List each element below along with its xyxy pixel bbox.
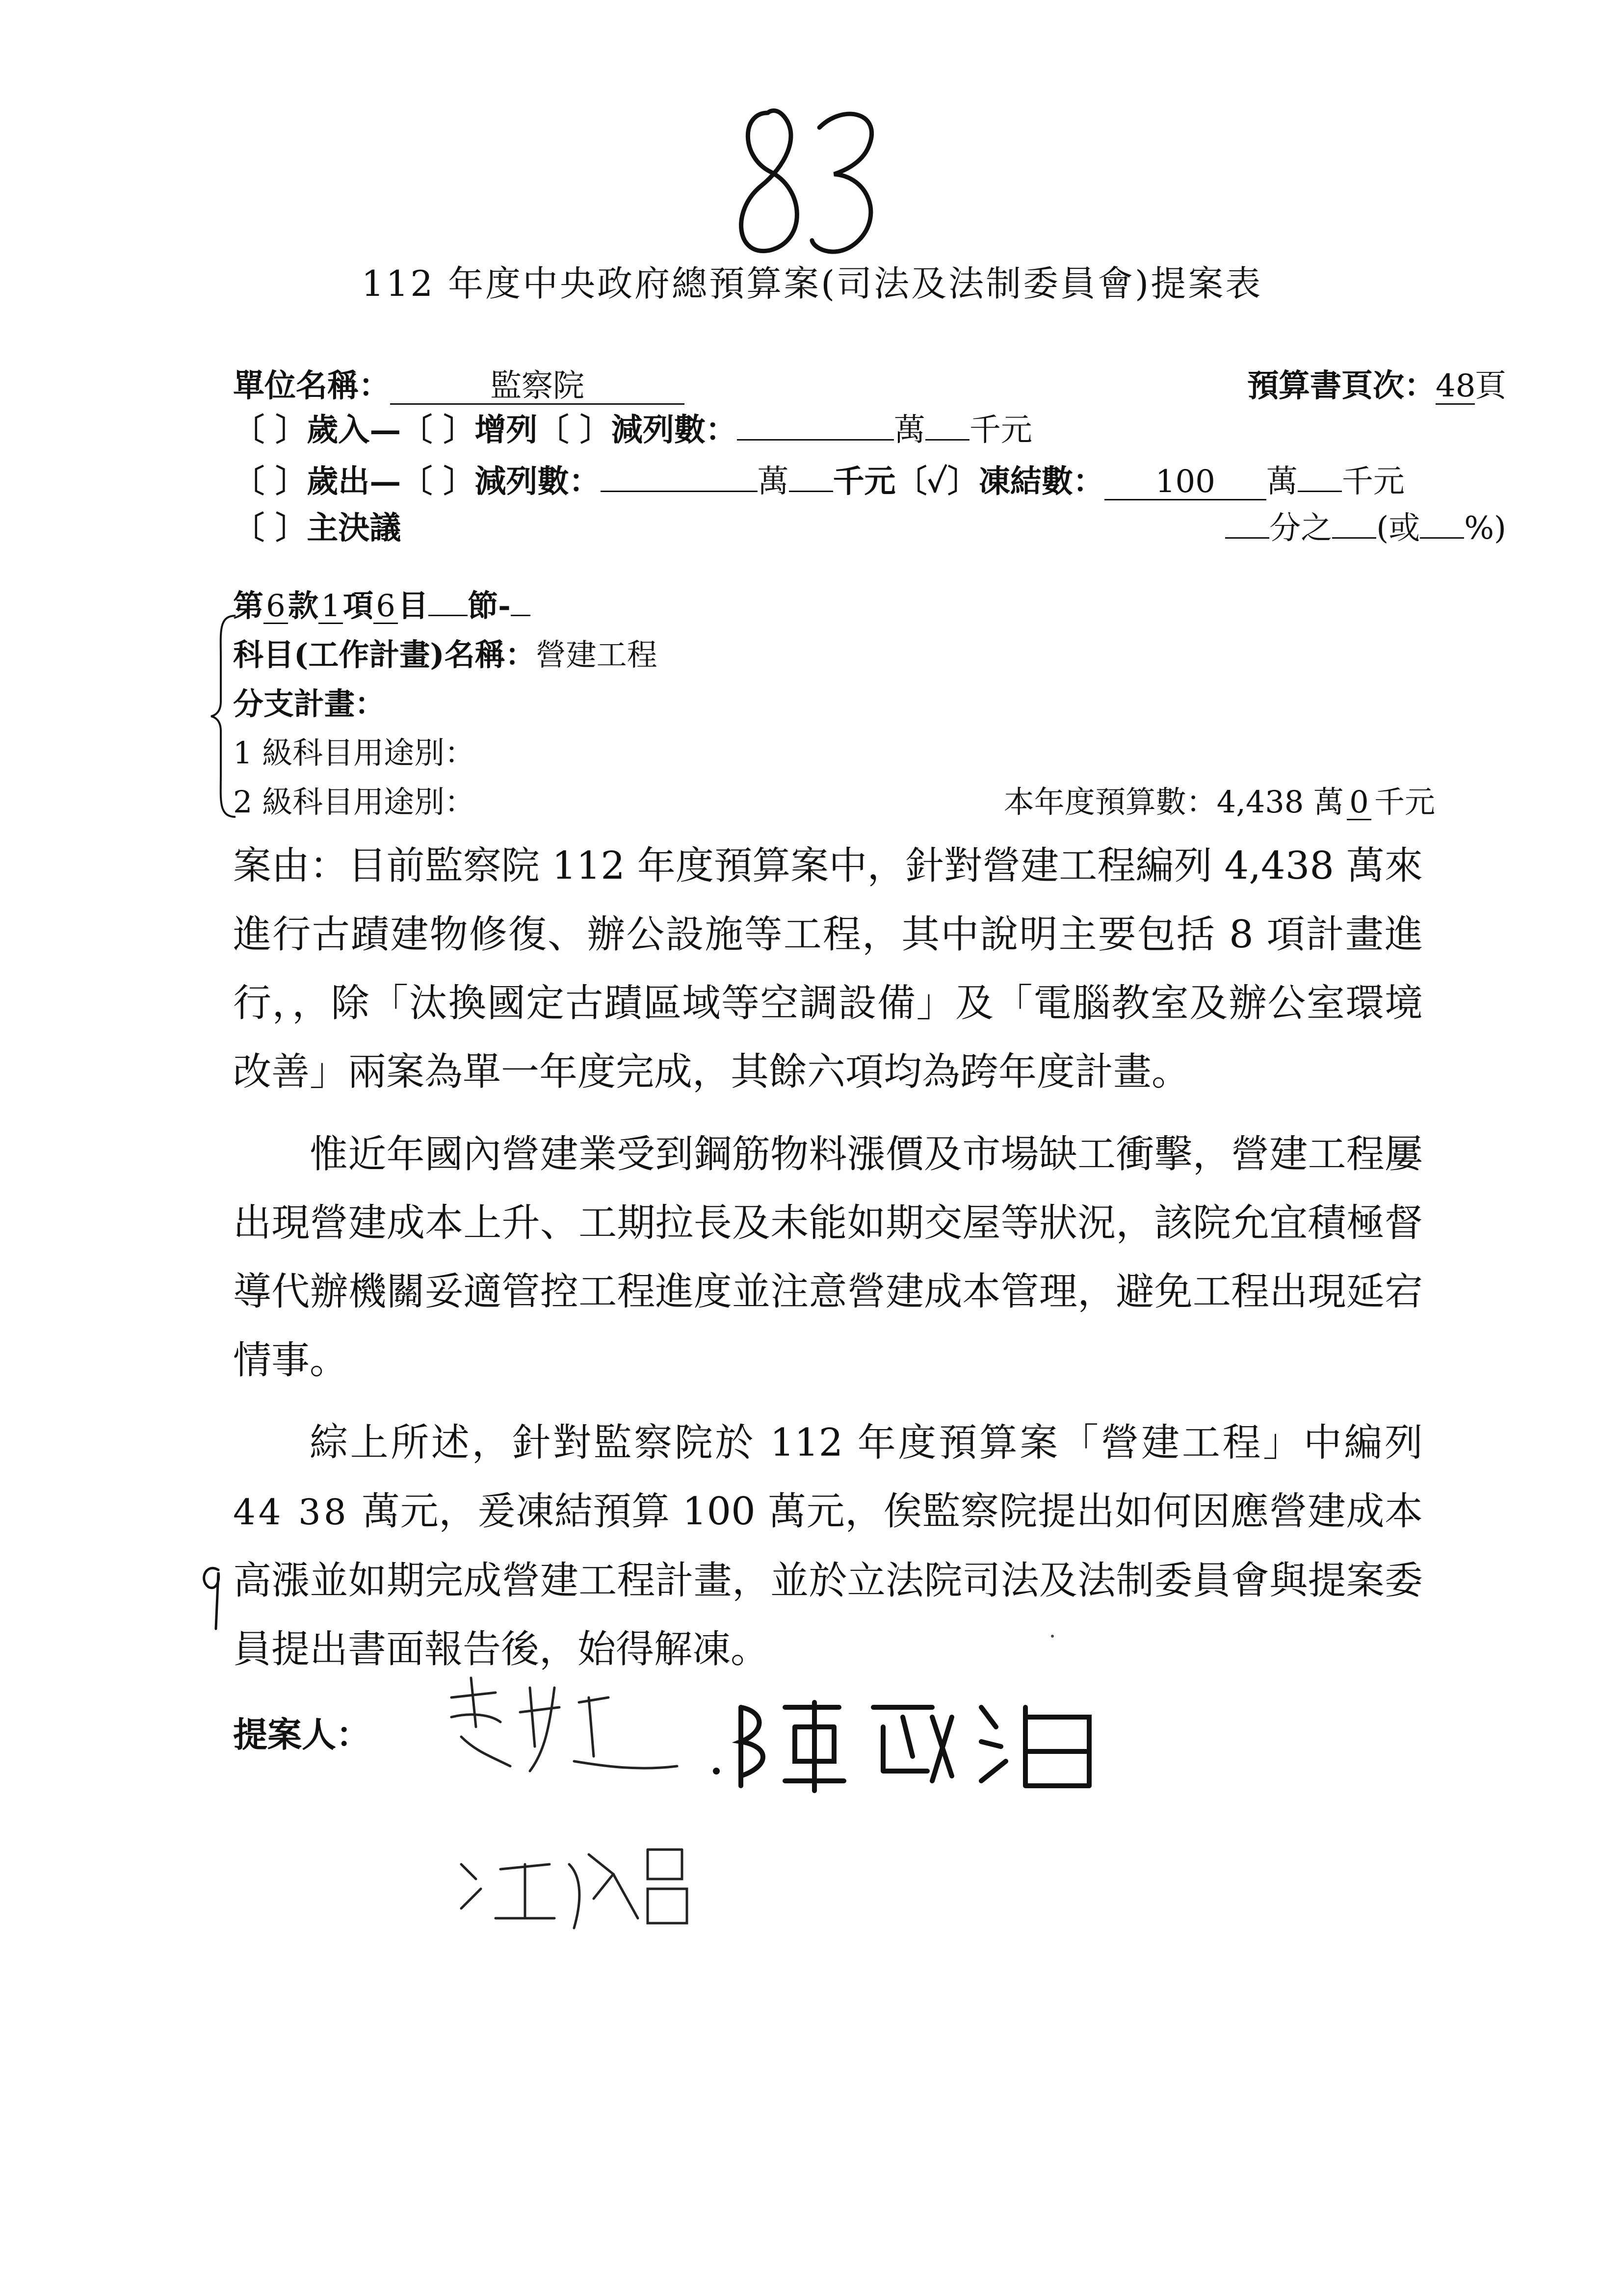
jie-value-blank xyxy=(511,615,530,616)
signature-1 xyxy=(432,1668,687,1781)
code-row xyxy=(233,581,530,625)
expense-prefix: 〔 〕歲出—〔 〕減列數： xyxy=(233,463,601,500)
page-label: 預算書頁次： xyxy=(1247,367,1436,404)
kuan-value: 6 xyxy=(263,589,288,624)
freeze-wan: 萬 xyxy=(1266,464,1298,500)
expense-wan-blank xyxy=(601,491,758,492)
paragraph-construction-issues: 惟近年國內營建業受到鋼筋物料漲價及市場缺工衝擊，營建工程屢出現營建成本上升、工期拉長及未能如期交屋等狀況，該院允宜積極督導代辦機關妥適管控工程進度並注意營建成本管理，避免工程出現延宕情事。 xyxy=(233,1132,1423,1383)
level1-label: 1 級科目用途別： xyxy=(233,735,475,771)
handwritten-amount: 44 38 xyxy=(233,1491,349,1533)
page-number-group xyxy=(1247,361,1506,406)
code-xiang: 項 xyxy=(343,588,374,624)
mu-value: 6 xyxy=(373,589,398,624)
revenue-qian: 千元 xyxy=(969,412,1032,448)
jie-blank xyxy=(428,615,468,616)
xiang-value: 1 xyxy=(318,589,343,624)
percent-text: %) xyxy=(1464,510,1506,547)
conclusion-text-before: 綜上所述，針對監察院於 112 年度預算案「營建工程」中編列 xyxy=(310,1421,1423,1465)
signature-3 xyxy=(451,1825,697,1938)
level2-label: 2 級科目用途別： xyxy=(233,784,475,820)
revenue-prefix: 〔 〕歲入—〔 〕增列〔 〕減列數： xyxy=(233,412,737,448)
expense-qian-freeze: 千元〔✓〕凍結數： xyxy=(833,463,1104,500)
fraction-numerator-blank xyxy=(1225,537,1269,539)
fraction-group xyxy=(1225,503,1506,548)
proposal-body xyxy=(233,832,1423,1684)
proposer-label: 提案人： xyxy=(233,1714,370,1755)
code-di: 第 xyxy=(233,588,264,624)
code-mu: 目 xyxy=(398,588,429,624)
budget-label: 本年度預算數：4,438 萬 xyxy=(1003,784,1344,820)
freeze-qian: 千元 xyxy=(1341,464,1405,500)
expense-row xyxy=(233,456,1506,501)
code-jie: 節- xyxy=(468,588,511,624)
resolution-label: 〔 〕主決議 xyxy=(233,510,401,547)
revenue-wan: 萬 xyxy=(893,412,925,448)
fraction-text: 分之 xyxy=(1269,510,1333,547)
paragraph-reason: 案由：目前監察院 112 年度預算案中，針對營建工程編列 4,438 萬來進行古蹟建物修復、辦公設施等工程，其中說明主要包括 8 項計畫進行，，除「汰換國定古蹟區域等空調設備」及「電腦教室及辦公室環境改善」兩案為單一年度完成，其餘六項均為跨年度計畫。 xyxy=(233,844,1423,1094)
margin-mark-9 xyxy=(196,1560,226,1634)
revenue-wan-blank xyxy=(737,439,894,441)
conclusion-text-after: 萬元，爰凍結預算 100 萬元，俟監察院提出如何因應營建成本高漲並如期完成營建工程計畫，並於立法院司法及法制委員會與提案委員提出書面報告後，始得解凍。 xyxy=(233,1489,1423,1671)
resolution-row xyxy=(233,503,1506,548)
level2-row xyxy=(233,778,1435,821)
expense-qian-blank xyxy=(789,491,833,492)
budget-qian-value: 0 xyxy=(1347,785,1371,820)
branch-label: 分支計畫： xyxy=(233,686,386,722)
page-value: 48 xyxy=(1436,368,1476,404)
unit-value: 監察院 xyxy=(390,369,684,405)
revenue-qian-blank xyxy=(925,439,969,441)
unit-label: 單位名稱： xyxy=(233,367,390,404)
budget-qian: 千元 xyxy=(1374,784,1435,820)
form-title: 112 年度中央政府總預算案(司法及法制委員會)提案表 xyxy=(361,263,1263,304)
branch-row xyxy=(233,679,385,723)
code-kuan: 款 xyxy=(288,588,319,624)
revenue-row xyxy=(233,405,1506,450)
page-unit: 頁 xyxy=(1475,368,1506,404)
or-text: (或 xyxy=(1376,510,1420,547)
stray-mark xyxy=(1050,1634,1055,1639)
header-unit-row xyxy=(233,361,1506,406)
signature-2 xyxy=(707,1688,1128,1800)
fraction-denominator-blank xyxy=(1332,537,1376,539)
freeze-value: 100 xyxy=(1104,465,1266,500)
expense-wan: 萬 xyxy=(757,464,789,500)
level1-row xyxy=(233,729,475,772)
subject-label: 科目(工作計畫)名稱： xyxy=(233,637,536,673)
annual-budget-amount xyxy=(1004,778,1435,821)
subject-value: 營建工程 xyxy=(535,637,657,673)
paragraph-conclusion xyxy=(233,1409,1423,1684)
handwritten-number-83 xyxy=(721,93,898,275)
subject-row xyxy=(233,630,657,674)
percent-blank xyxy=(1420,537,1464,539)
freeze-qian-blank xyxy=(1298,491,1342,492)
